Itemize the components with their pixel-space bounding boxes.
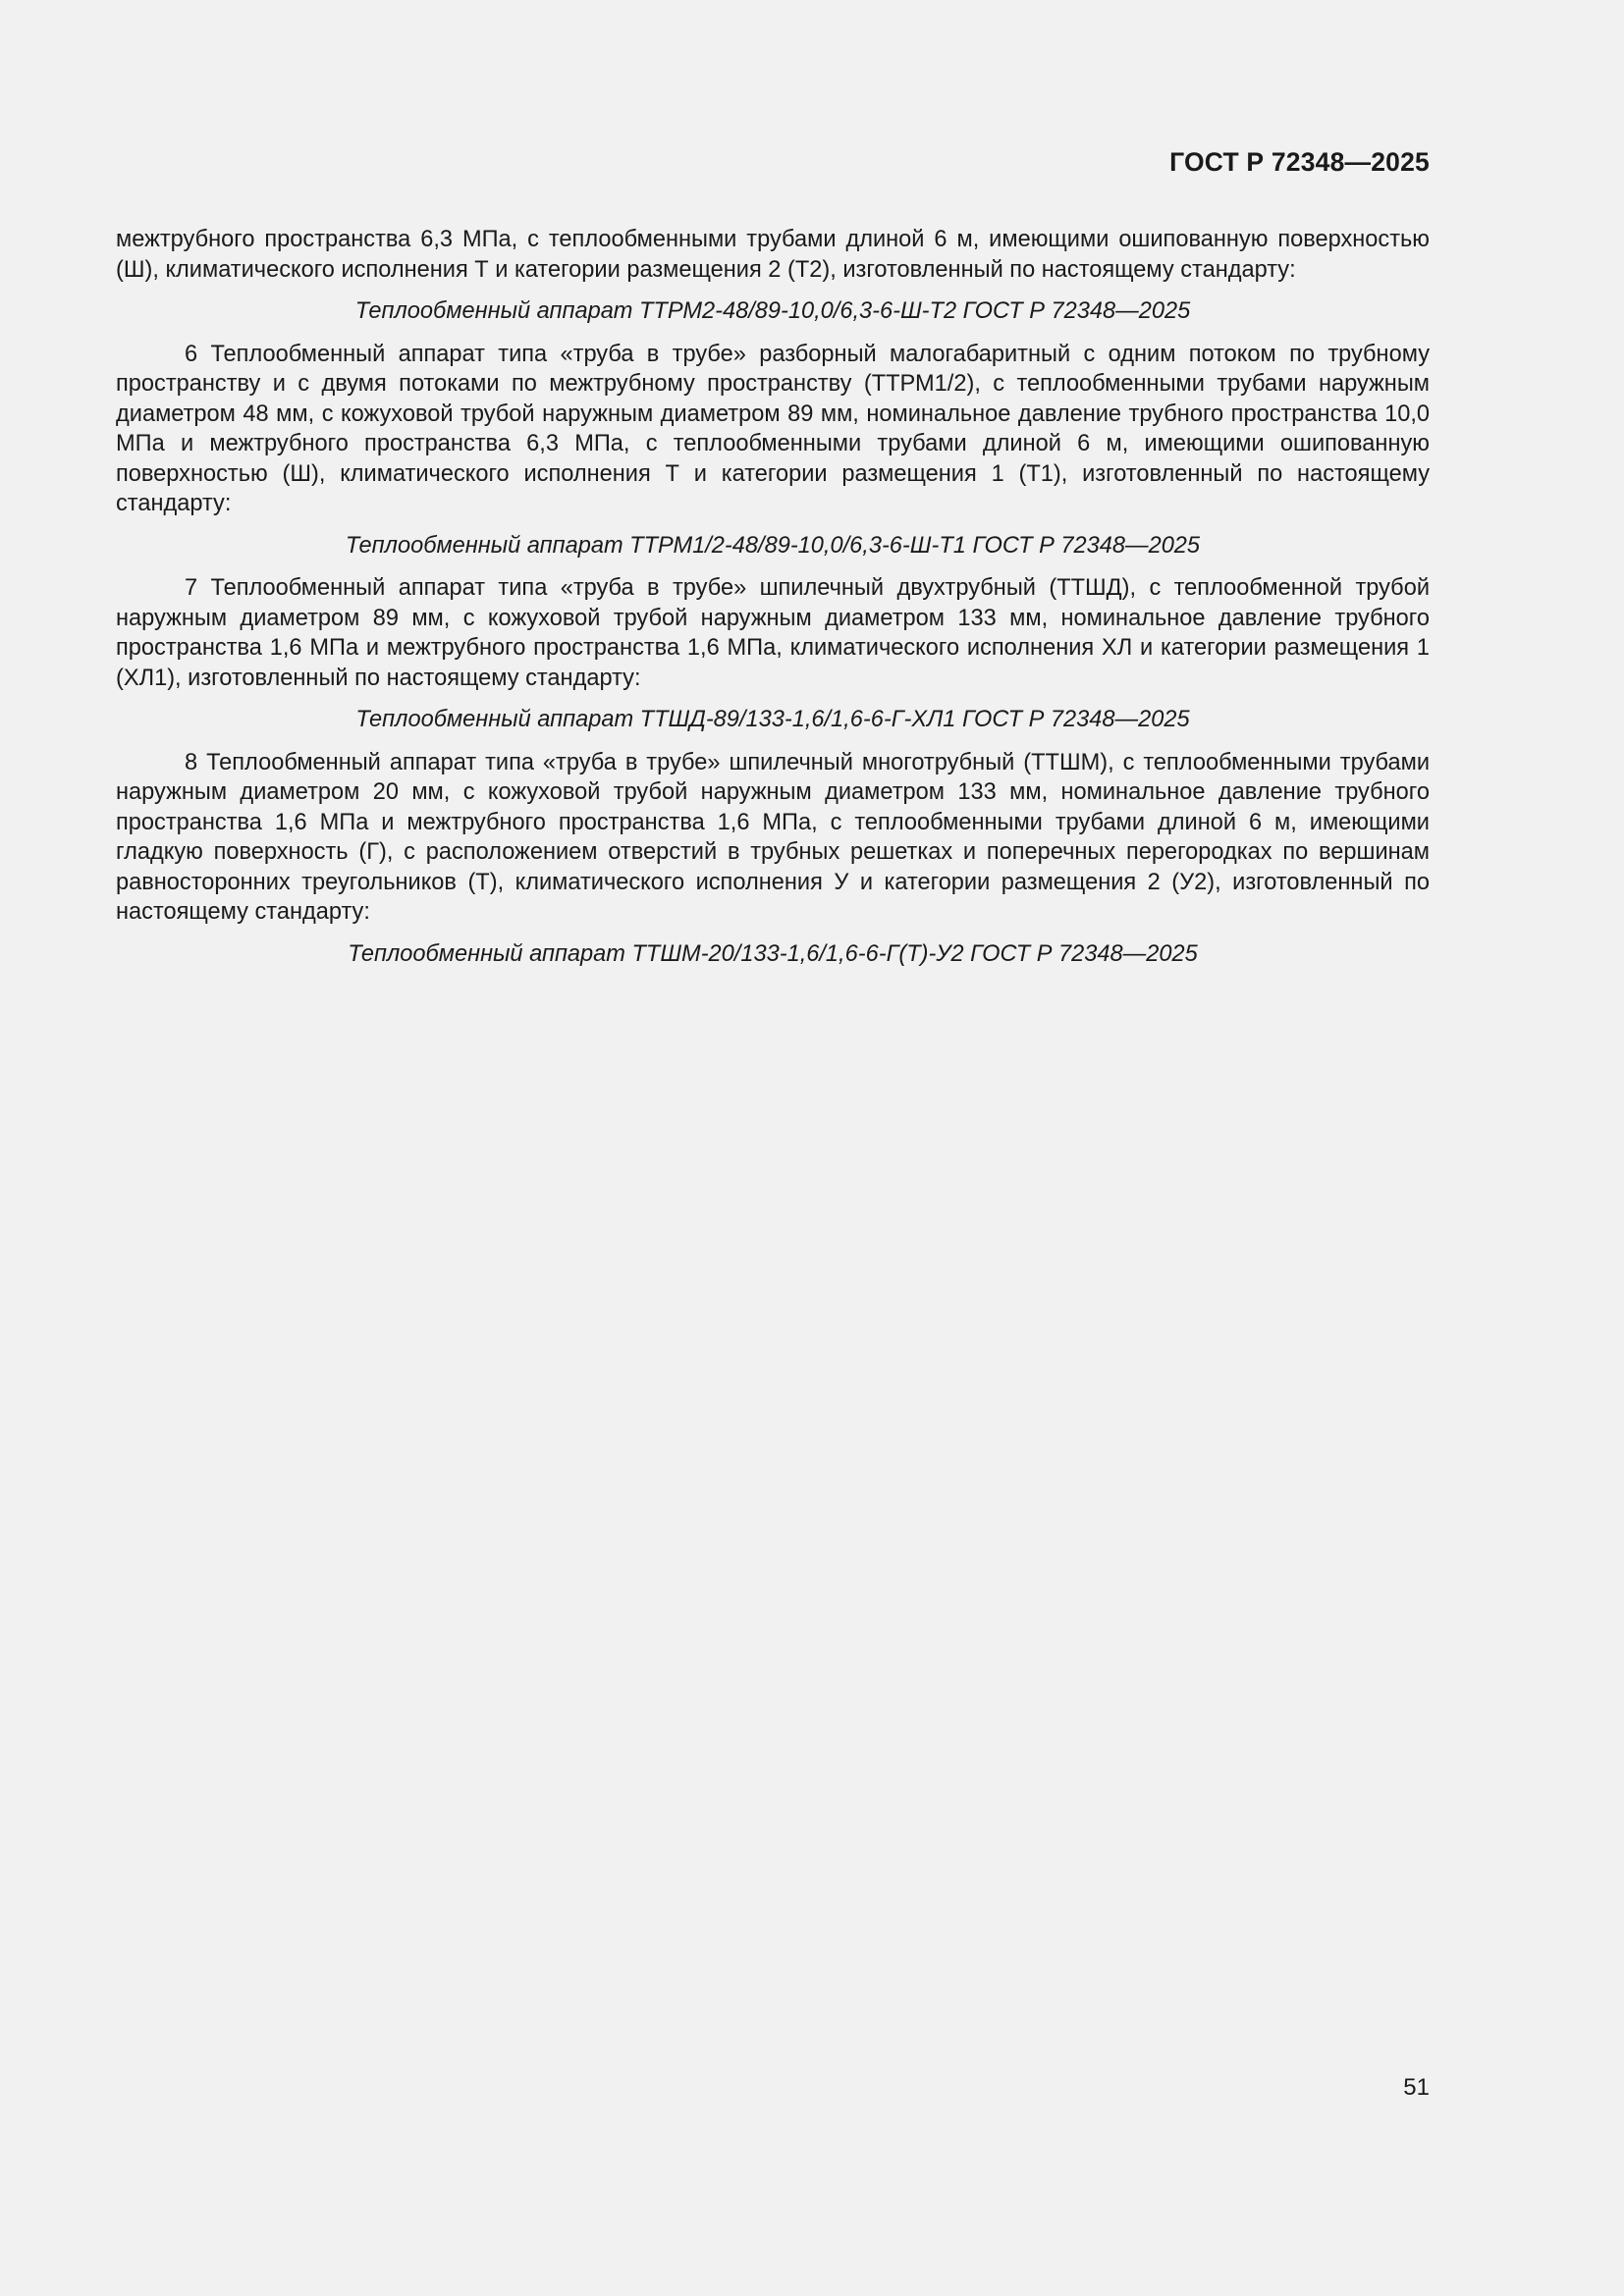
paragraph-example-6: 6 Теплообменный аппарат типа «труба в трубе» разборный малогабаритный с одним потоком по трубному пространству и с двумя потоками по межтрубному пространству (ТТРМ1/2), с теплообменными трубами наружным диаметром 48 мм, с кожуховой трубой наружным диаметром 89 мм, номинальное давление трубного пространства 10,0 МПа и межтрубного пространства 6,3 МПа, с теплообменными трубами длиной 6 м, имеющими ошипованную поверхностью (Ш), климатического исполнения Т и категории размещения 1 (Т1), изготовленный по настоящему стандарту: xyxy=(116,341,1430,516)
page-number: 51 xyxy=(1403,2074,1430,2101)
designation-example: Теплообменный аппарат ТТРМ1/2-48/89-10,0/6,3-6-Ш-Т1 ГОСТ Р 72348—2025 xyxy=(345,532,1201,559)
page-content xyxy=(116,225,1430,982)
paragraph-continuation: межтрубного пространства 6,3 МПа, с теплообменными трубами длиной 6 м, имеющими ошипованную поверхностью (Ш), климатического исполнения Т и категории размещения 2 (Т2), изготовленный по настоящему стандарту: xyxy=(116,227,1430,283)
designation-example: Теплообменный аппарат ТТШМ-20/133-1,6/1,6-6-Г(Т)-У2 ГОСТ Р 72348—2025 xyxy=(348,940,1198,967)
document-code-header: ГОСТ Р 72348—2025 xyxy=(1169,147,1430,177)
designation-example: Теплообменный аппарат ТТШД-89/133-1,6/1,6-6-Г-ХЛ1 ГОСТ Р 72348—2025 xyxy=(355,707,1190,732)
paragraph-example-8: 8 Теплообменный аппарат типа «труба в трубе» шпилечный многотрубный (ТТШМ), с теплообменными трубами наружным диаметром 20 мм, с кожуховой трубой наружным диаметром 133 мм, номинальное давление трубного пространства 1,6 МПа и межтрубного пространства 1,6 МПа, с теплообменными трубами длиной 6 м, имеющими гладкую поверхность (Г), с расположением отверстий в трубных решетках и поперечных перегородках по вершинам равносторонних треугольников (Т), климатического исполнения У и категории размещения 2 (У2), изготовленный по настоящему стандарту: xyxy=(116,749,1430,925)
paragraph-example-7: 7 Теплообменный аппарат типа «труба в трубе» шпилечный двухтрубный (ТТШД), с теплообменной трубой наружным диаметром 89 мм, с кожуховой трубой наружным диаметром 133 мм, номинальное давление трубного пространства 1,6 МПа и межтрубного пространства 1,6 МПа, климатического исполнения ХЛ и категории размещения 1 (ХЛ1), изготовленный по настоящему стандарту: xyxy=(116,575,1430,691)
designation-example: Теплообменный аппарат ТТРМ2-48/89-10,0/6,3-6-Ш-Т2 ГОСТ Р 72348—2025 xyxy=(354,298,1191,324)
